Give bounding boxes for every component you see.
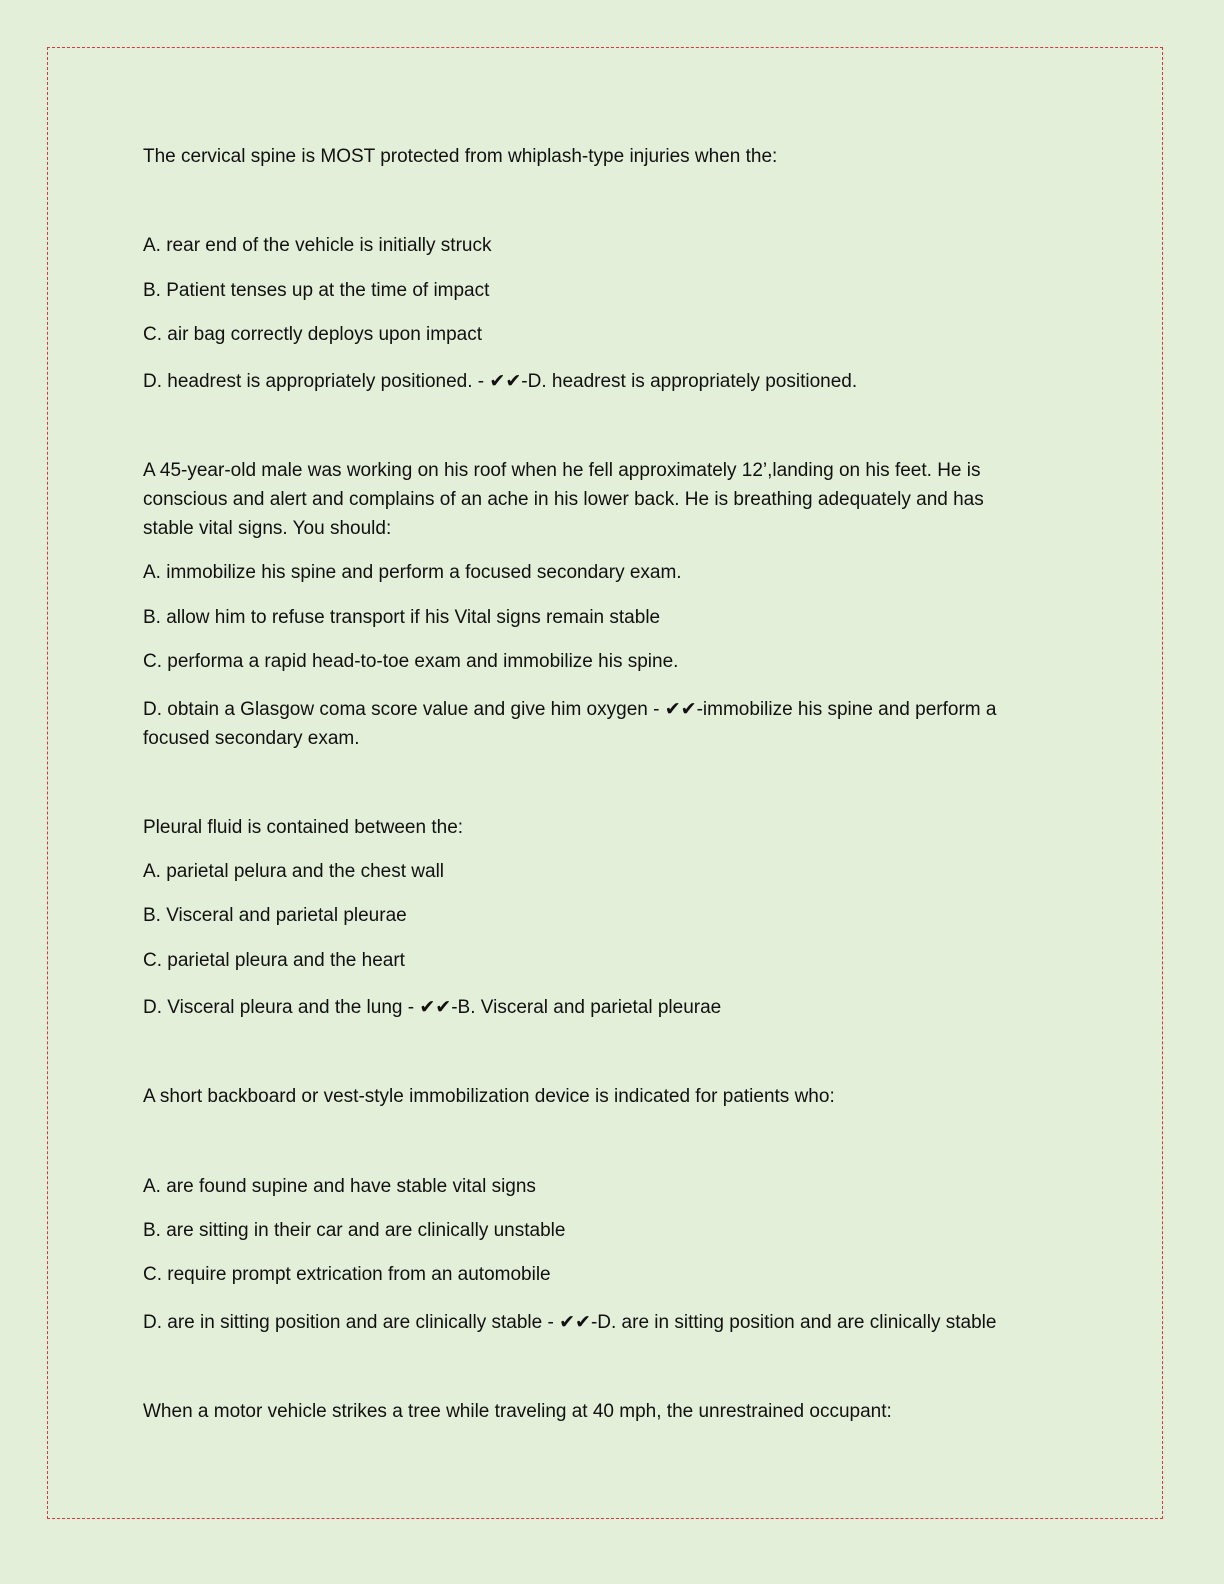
question-2-option-d: D. obtain a Glasgow coma score value and give him oxygen -	[143, 699, 665, 720]
question-2-option-b: B. allow him to refuse transport if his Vital signs remain stable	[143, 607, 661, 628]
checkmark-icon: ✔✔	[419, 997, 452, 1018]
question-1-option-c: C. air bag correctly deploys upon impact	[143, 324, 482, 345]
question-3-stem: Pleural fluid is contained between the:	[143, 817, 464, 838]
question-2-stem-line-1: A 45-year-old male was working on his roof when he fell approximately 12’,landing on his feet. He is	[143, 460, 981, 481]
question-4-option-d: D. are in sitting position and are clinically stable -	[143, 1312, 560, 1333]
checkmark-icon: ✔✔	[559, 1312, 591, 1333]
question-3-answer: -B. Visceral and parietal pleurae	[451, 997, 722, 1018]
question-2-option-a: A. immobilize his spine and perform a focused secondary exam.	[143, 562, 682, 583]
question-3-option-d-row	[143, 993, 721, 1022]
page-border	[47, 47, 1163, 1519]
question-1-answer: -D. headrest is appropriately positioned.	[521, 371, 858, 392]
question-4-option-c: C. require prompt extrication from an automobile	[143, 1264, 551, 1285]
question-2-option-d-row	[143, 695, 996, 724]
question-2-answer-line-2: focused secondary exam.	[143, 728, 360, 749]
question-2-stem-line-2: conscious and alert and complains of an ache in his lower back. He is breathing adequately and has	[143, 489, 984, 510]
question-5-stem: When a motor vehicle strikes a tree while traveling at 40 mph, the unrestrained occupant:	[143, 1401, 892, 1422]
question-3-option-a: A. parietal pelura and the chest wall	[143, 861, 445, 882]
question-1-option-a: A. rear end of the vehicle is initially struck	[143, 235, 492, 256]
question-3-option-d: D. Visceral pleura and the lung -	[143, 997, 420, 1018]
question-3-option-b: B. Visceral and parietal pleurae	[143, 905, 407, 926]
question-1-option-d: D. headrest is appropriately positioned. -	[143, 371, 490, 392]
question-1-option-b: B. Patient tenses up at the time of impact	[143, 280, 490, 301]
question-4-answer: -D. are in sitting position and are clinically stable	[590, 1312, 997, 1333]
checkmark-icon: ✔✔	[664, 699, 697, 720]
question-2-stem-line-3: stable vital signs. You should:	[143, 518, 392, 539]
question-4-option-d-row	[143, 1308, 996, 1337]
question-2-option-c: C. performa a rapid head-to-toe exam and immobilize his spine.	[143, 651, 679, 672]
question-1-stem: The cervical spine is MOST protected from whiplash-type injuries when the:	[143, 146, 778, 167]
question-4-option-b: B. are sitting in their car and are clinically unstable	[143, 1220, 566, 1241]
question-3-option-c: C. parietal pleura and the heart	[143, 950, 405, 971]
checkmark-icon: ✔✔	[489, 371, 522, 392]
question-1-option-d-row	[143, 367, 857, 396]
question-2-answer: -immobilize his spine and perform a	[696, 699, 997, 720]
question-4-stem: A short backboard or vest-style immobilization device is indicated for patients who:	[143, 1086, 835, 1107]
question-4-option-a: A. are found supine and have stable vital signs	[143, 1176, 536, 1197]
